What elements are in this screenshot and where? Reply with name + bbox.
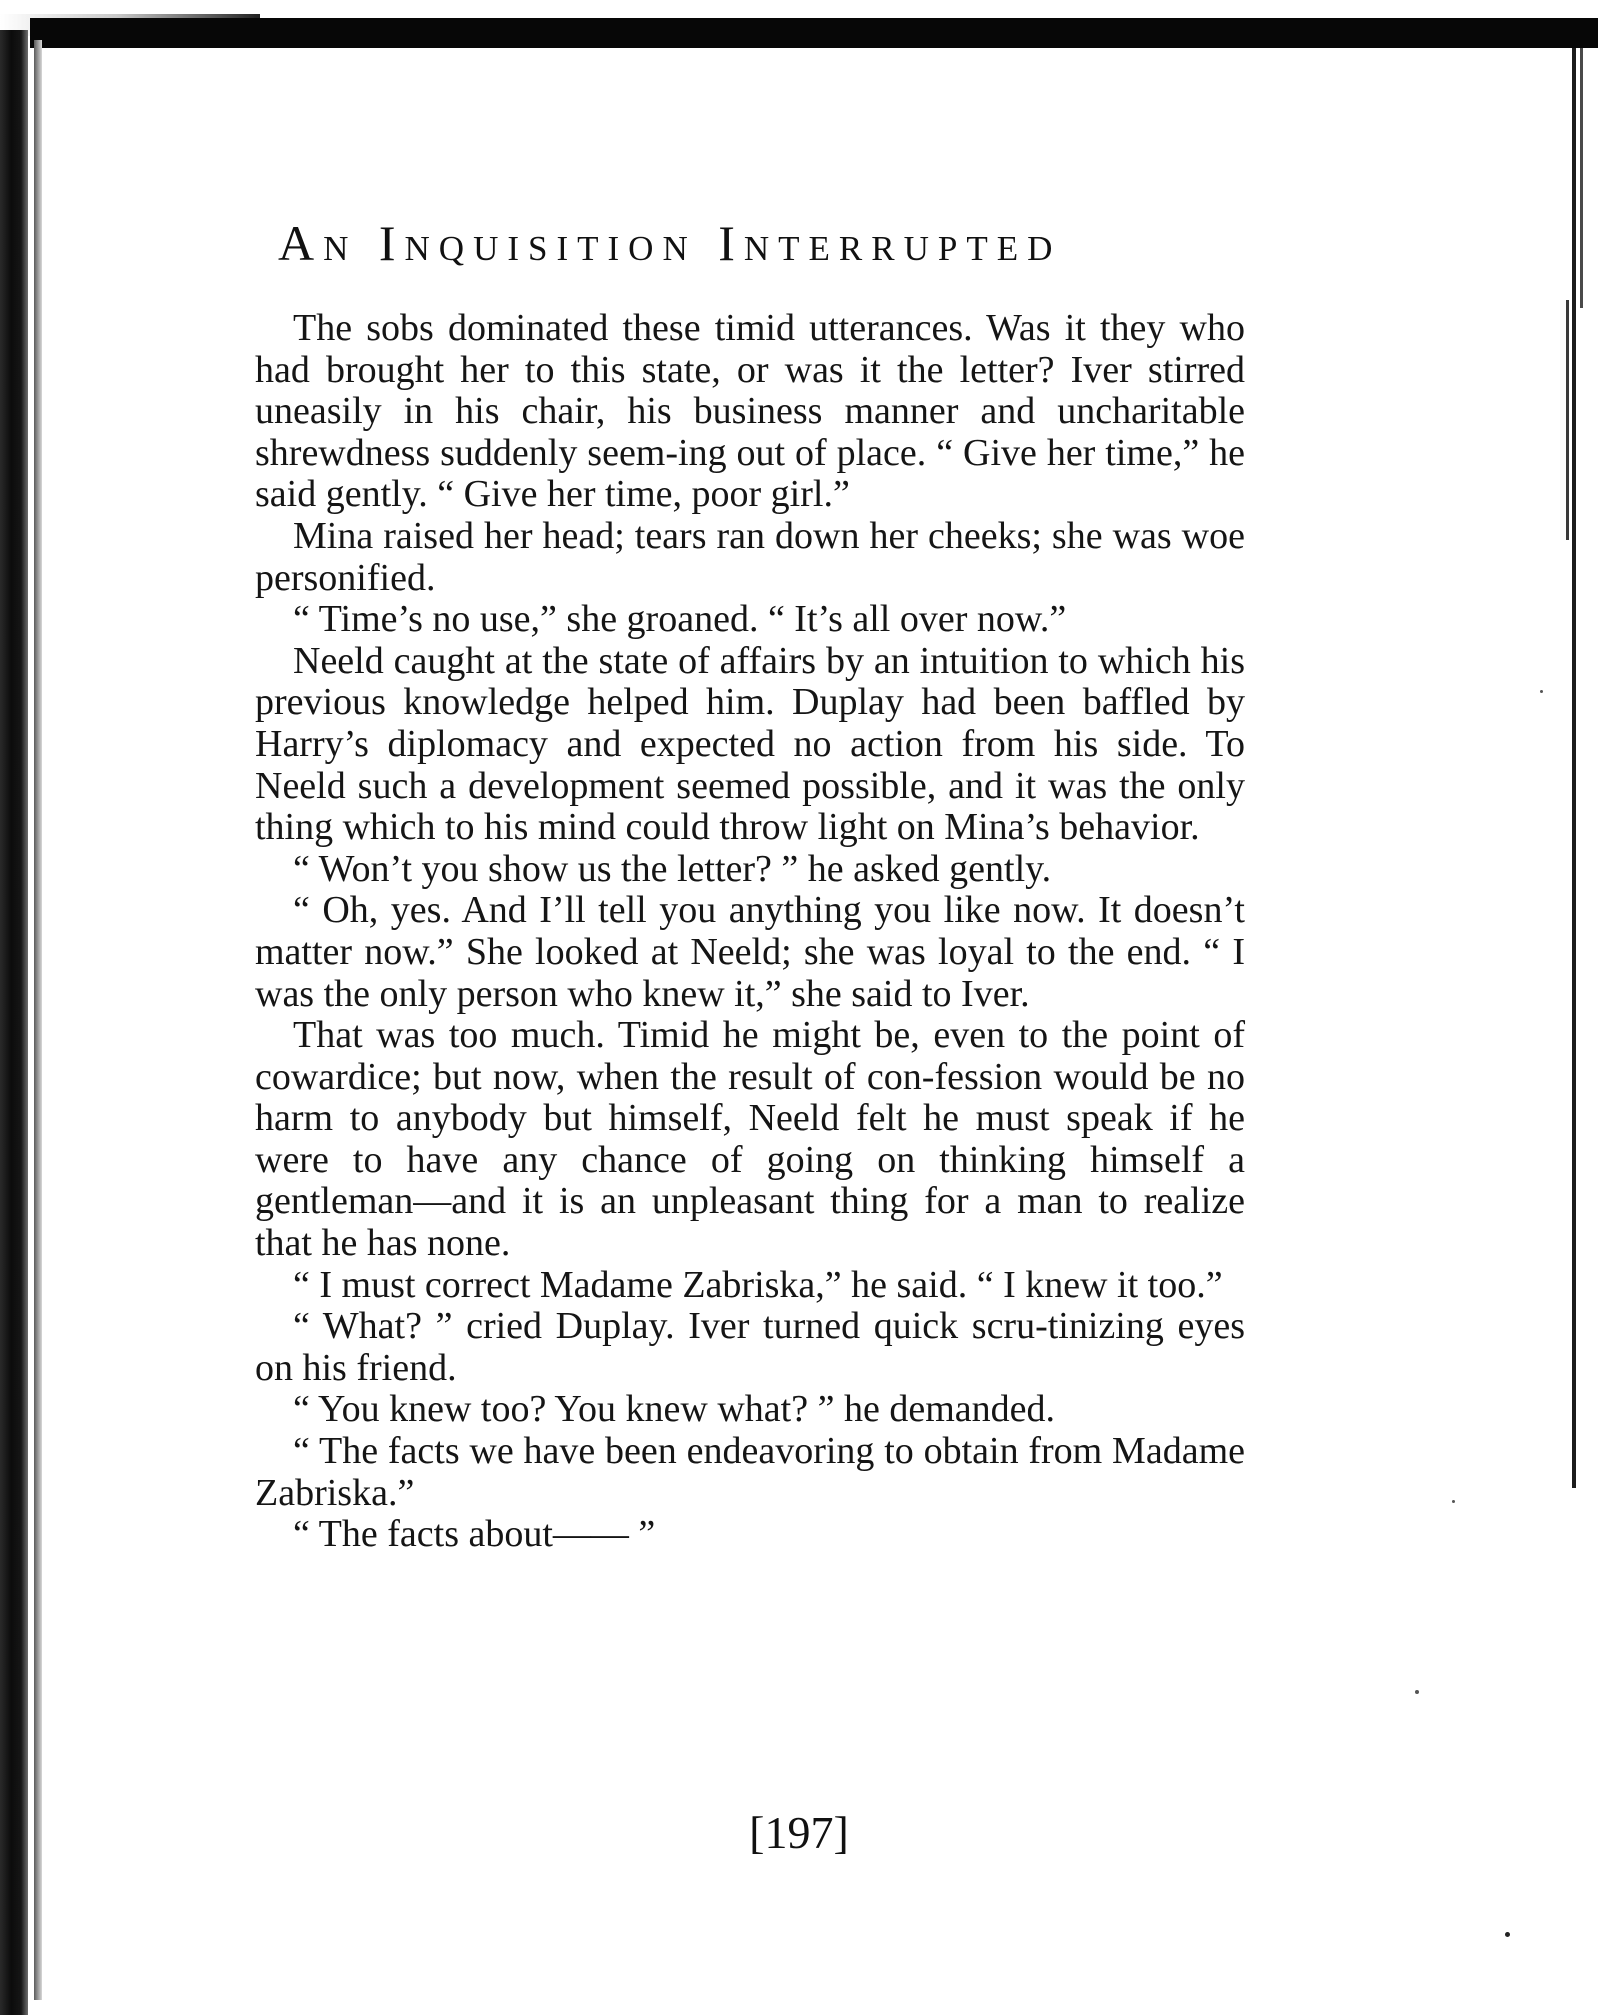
paragraph: “ The facts about—— ” xyxy=(293,1513,656,1556)
paragraph: “ The facts we have been endeavoring to obtain from Madame Zabriska.” xyxy=(255,1430,1245,1514)
paragraph: “ I must correct Madame Zabriska,” he said. “ I knew it too.” xyxy=(293,1263,1223,1306)
paragraph: “ You knew too? You knew what? ” he demanded. xyxy=(293,1388,1055,1431)
paragraph: Neeld caught at the state of affairs by an intuition to which his previous knowledge helped him. Duplay had been baffled by Harry’s diplomacy and expected no action from his side. To Neeld such a development seemed possible, and it was the only thing which to his mind could throw light on Mina’s behavior. xyxy=(255,639,1245,849)
scan-speck xyxy=(1505,1932,1510,1937)
scan-speck xyxy=(1415,1690,1419,1694)
page-number: [197] xyxy=(749,1807,849,1858)
paragraph: “ Time’s no use,” she groaned. “ It’s all over now.” xyxy=(293,598,1067,641)
scan-edge-left xyxy=(0,30,28,2015)
scan-edge-right xyxy=(1572,48,1576,1488)
scan-speck xyxy=(1540,690,1543,693)
paragraph: Mina raised her head; tears ran down her cheeks; she was woe personified. xyxy=(255,514,1245,599)
scan-speck xyxy=(1452,1500,1455,1503)
body-text xyxy=(255,308,1245,1556)
paragraph: “ Oh, yes. And I’ll tell you anything you like now. It doesn’t matter now.” She looked at Neeld; she was loyal to the end. “ I was the only person who knew it,” she said to Iver. xyxy=(255,889,1245,1015)
paragraph: The sobs dominated these timid utterances. Was it they who had brought her to this state, or was it the letter? Iver stirred uneasily in his chair, his business manner and uncharitable shrewdness suddenly seem-ing out of place. “ Give her time,” he said gently. “ Give her time, poor girl.” xyxy=(255,307,1245,516)
scan-edge-left-inner xyxy=(34,40,42,2000)
paragraph: “ What? ” cried Duplay. Iver turned quick scru-tinizing eyes on his friend. xyxy=(255,1305,1245,1389)
scan-edge-right-mid xyxy=(1566,300,1569,540)
scan-edge-top xyxy=(30,18,1598,48)
scan-edge-right-top xyxy=(1580,48,1583,308)
paragraph: “ Won’t you show us the letter? ” he asked gently. xyxy=(293,847,1052,890)
paragraph: That was too much. Timid he might be, even to the point of cowardice; but now, when the result of con-fession would be no harm to anybody but himself, Neeld felt he must speak if he were to have any chance of going on thinking himself a gentleman—and it is an unpleasant thing for a man to realize that he has none. xyxy=(255,1014,1245,1265)
running-title: An Inquisition Interrupted xyxy=(278,215,1062,271)
